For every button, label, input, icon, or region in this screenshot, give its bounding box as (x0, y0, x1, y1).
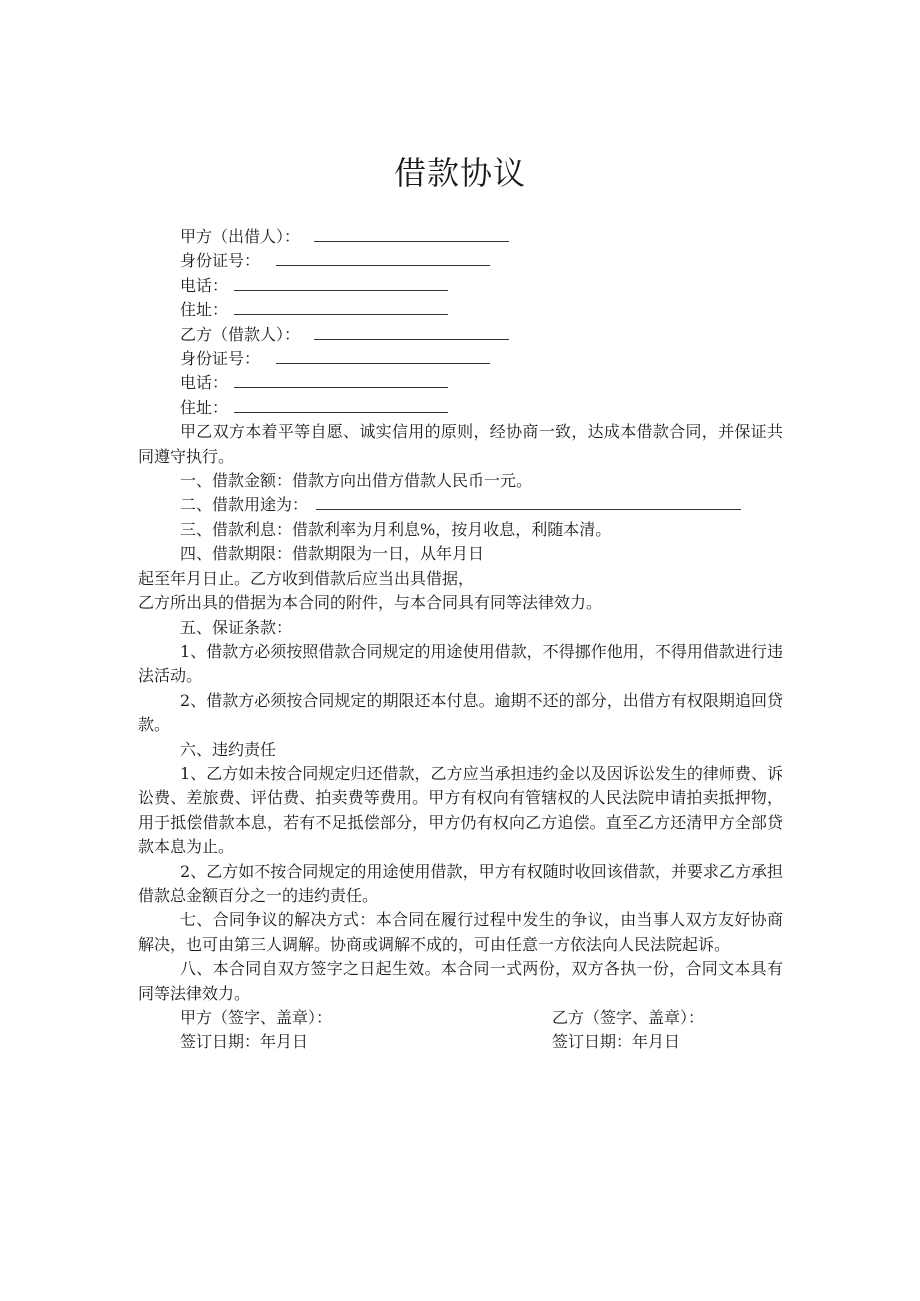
party-b-id-label: 身份证号： (180, 349, 261, 369)
clause-term-line-3: 乙方所出具的借据为本合同的附件，与本合同具有同等法律效力。 (138, 593, 603, 613)
party-a-id-line (138, 249, 783, 273)
loan-purpose-label: 二、借款用途为： (180, 495, 309, 515)
party-a-address-label: 住址： (180, 300, 229, 320)
party-a-signature-label: 甲方（签字、盖章）： (180, 1008, 333, 1027)
party-a-address-line (138, 298, 783, 322)
clause-breach-title: 六、违约责任 (180, 739, 277, 759)
clause-loan-amount: 一、借款金额：借款方向出借方借款人民币一元。 (180, 471, 533, 491)
party-b-id-blank (276, 348, 490, 364)
party-a-id-label: 身份证号： (180, 251, 261, 271)
party-b-address-blank (234, 397, 448, 413)
clause-loan-purpose (138, 493, 783, 517)
clause-guarantee-title: 五、保证条款： (180, 617, 293, 637)
document-title: 借款协议 (393, 154, 526, 192)
party-b-address-line (138, 396, 783, 420)
party-a-label: 甲方（出借人）： (180, 227, 301, 246)
party-b-label: 乙方（借款人）： (180, 324, 301, 344)
party-a-phone-line (138, 274, 783, 298)
party-a-name-blank (314, 226, 509, 242)
loan-purpose-blank (316, 494, 741, 510)
clause-dispute-resolution: 七、合同争议的解决方式：本合同在履行过程中发生的争议，由当事人双方友好协商解决，也可由第三人调解。协商或调解不成的，可由任意一方依法向人民法院起诉。 (138, 910, 783, 954)
clause-breach-item-2: 2、乙方如不按合同规定的用途使用借款，甲方有权随时收回该借款，并要求乙方承担借款总金额百分之一的违约责任。 (138, 861, 783, 905)
party-b-borrower-line (138, 323, 783, 347)
signature-row (138, 1006, 783, 1030)
party-b-id-line (138, 347, 783, 371)
preamble-paragraph: 甲乙双方本着平等自愿、诚实信用的原则，经协商一致，达成本借款合同，并保证共同遵守执行。 (138, 422, 783, 466)
party-a-address-blank (234, 299, 448, 315)
signing-date-row (138, 1030, 783, 1054)
party-b-name-blank (314, 324, 509, 340)
party-b-signing-date: 签订日期：年月日 (552, 1032, 681, 1052)
party-b-address-label: 住址： (180, 397, 229, 417)
party-b-signature-label: 乙方（签字、盖章）： (552, 1008, 705, 1027)
party-b-phone-label: 电话： (180, 373, 229, 393)
party-a-id-blank (276, 250, 490, 266)
party-a-signing-date: 签订日期：年月日 (180, 1032, 309, 1052)
clause-effectiveness: 八、本合同自双方签字之日起生效。本合同一式两份，双方各执一份，合同文本具有同等法律效力。 (138, 959, 783, 1003)
clause-term-line-2: 起至年月日止。乙方收到借款后应当出具借据， (138, 568, 475, 588)
party-b-phone-line (138, 371, 783, 395)
party-a-phone-label: 电话： (180, 275, 229, 295)
contract-body (138, 225, 783, 1055)
clause-guarantee-item-1: 1、借款方必须按照借款合同规定的用途使用借款，不得挪作他用，不得用借款进行违法活动。 (138, 641, 783, 686)
clause-breach-item-1: 1、乙方如未按合同规定归还借款，乙方应当承担违约金以及因诉讼发生的律师费、诉讼费、差旅费、评估费、拍卖费等费用。甲方有权向有管辖权的人民法院申请拍卖抵押物，用于抵偿借款本息，若有不足抵偿部分，甲方仍有权向乙方追偿。直至乙方还清甲方全部贷款本息为止。 (138, 763, 783, 857)
clause-interest: 三、借款利息：借款利率为月利息%，按月收息，利随本清。 (180, 519, 612, 539)
party-a-phone-blank (234, 275, 448, 291)
clause-guarantee-item-2: 2、借款方必须按合同规定的期限还本付息。逾期不还的部分，出借方有权限期追回贷款。 (138, 690, 783, 735)
party-a-lender-line (138, 225, 783, 249)
party-b-phone-blank (234, 372, 448, 388)
clause-term-line-1: 四、借款期限：借款期限为一日，从年月日 (180, 544, 485, 564)
